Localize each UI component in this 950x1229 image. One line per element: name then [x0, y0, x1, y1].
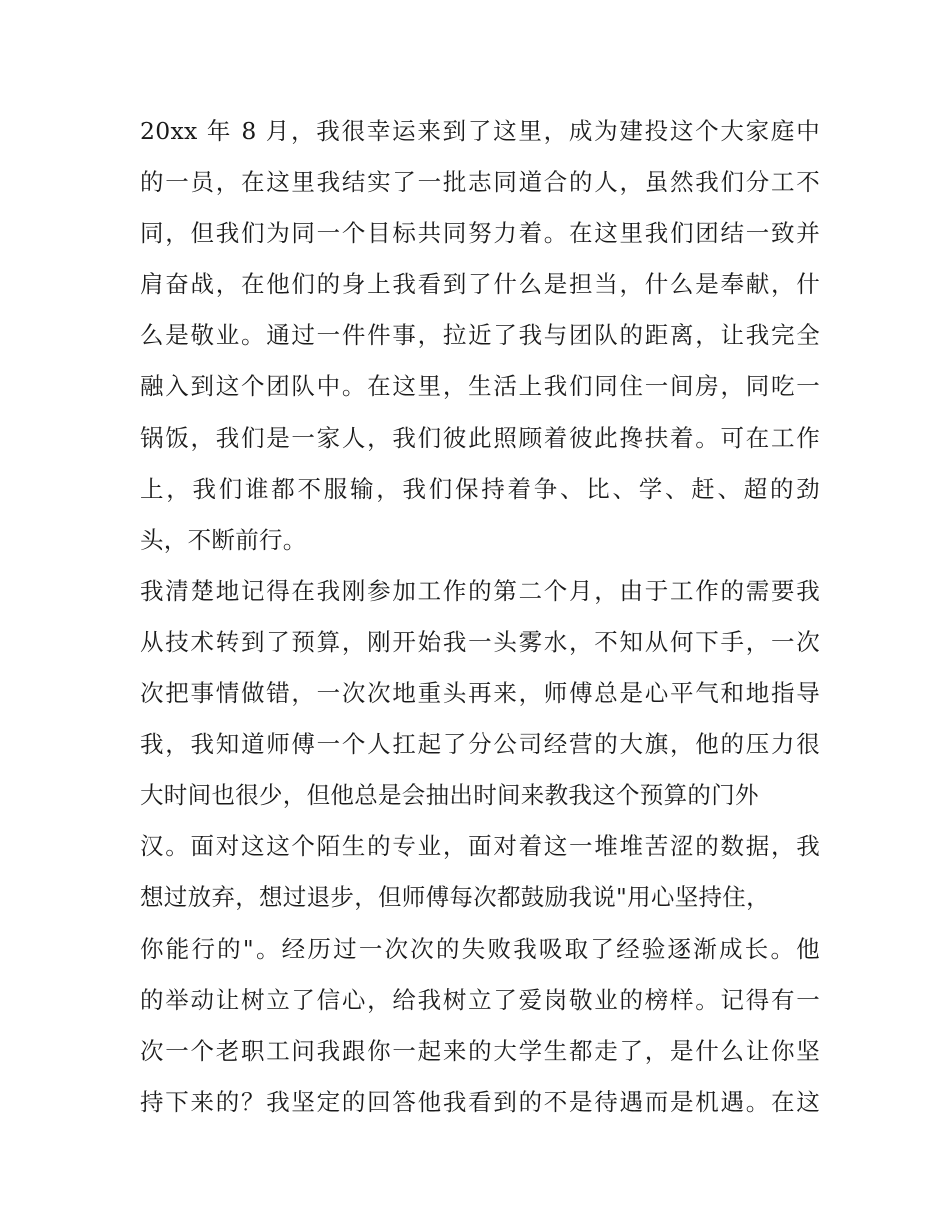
text-line: 上，我们谁都不服输，我们保持着争、比、学、赶、超的劲	[140, 474, 820, 503]
text-line: 次把事情做错，一次次地重头再来，师傅总是心平气和地指导	[140, 679, 820, 708]
text-line: 肩奋战，在他们的身上我看到了什么是担当，什么是奉献，什	[140, 270, 820, 299]
text-line: 我清楚地记得在我刚参加工作的第二个月，由于工作的需要我	[140, 576, 820, 605]
text-line: 次一个老职工问我跟你一起来的大学生都走了，是什么让你坚	[140, 1036, 820, 1065]
text-line: 锅饭，我们是一家人，我们彼此照顾着彼此搀扶着。可在工作	[140, 423, 820, 452]
text-line: 大时间也很少，但他总是会抽出时间来教我这个预算的门外	[140, 781, 759, 810]
text-line: 么是敬业。通过一件件事，拉近了我与团队的距离，让我完全	[140, 321, 820, 350]
text-line: 融入到这个团队中。在这里，生活上我们同住一间房，同吃一	[140, 372, 820, 401]
paragraph-2	[140, 566, 820, 1128]
text-line: 我，我知道师傅一个人扛起了分公司经营的大旗，他的压力很	[140, 730, 820, 759]
text-line: 的一员，在这里我结实了一批志同道合的人，虽然我们分工不	[140, 168, 820, 197]
text-line: 从技术转到了预算，刚开始我一头雾水，不知从何下手，一次	[140, 627, 820, 656]
paragraph-1	[140, 106, 820, 566]
text-line: 的举动让树立了信心，给我树立了爱岗敬业的榜样。记得有一	[140, 985, 820, 1014]
text-line: 汉。面对这这个陌生的专业，面对着这一堆堆苦涩的数据，我	[140, 832, 820, 861]
text-line: 想过放弃，想过退步，但师傅每次都鼓励我说"用心坚持住，	[140, 883, 770, 912]
text-line: 持下来的？我坚定的回答他我看到的不是待遇而是机遇。在这	[140, 1087, 820, 1116]
text-line: 头，不断前行。	[140, 525, 307, 554]
text-line: 20xx 年 8 月，我很幸运来到了这里，成为建投这个大家庭中	[140, 117, 820, 145]
body-text	[140, 106, 820, 1128]
text-line: 同，但我们为同一个目标共同努力着。在这里我们团结一致并	[140, 219, 820, 248]
text-line: 你能行的"。经历过一次次的失败我吸取了经验逐渐成长。他	[140, 934, 820, 963]
